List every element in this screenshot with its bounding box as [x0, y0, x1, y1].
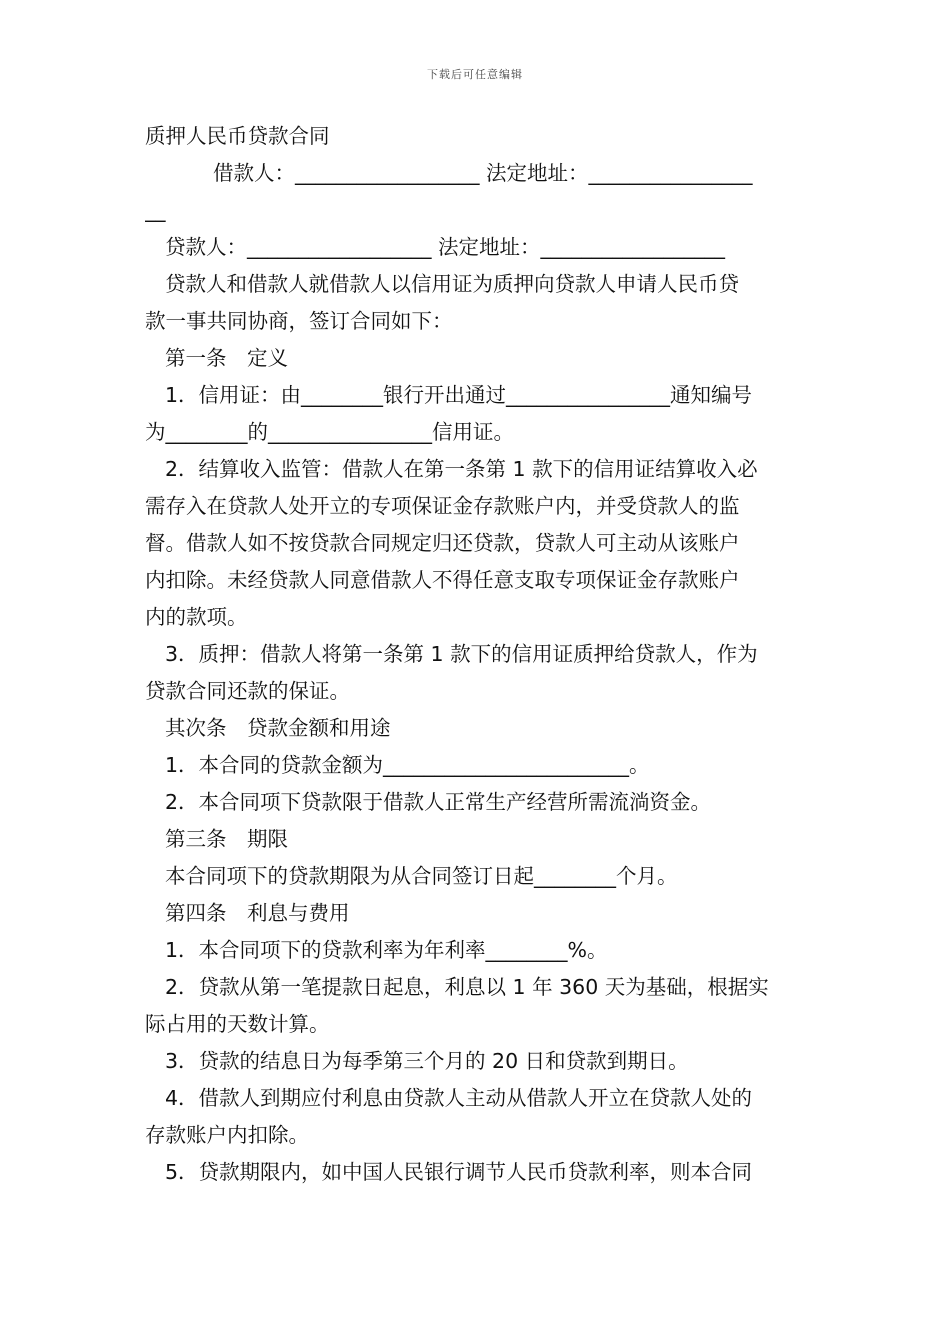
clause-line: 3．贷款的结息日为每季第三个月的 20 日和贷款到期日。 — [165, 1049, 689, 1073]
lender-line: 贷款人：__________________ 法定地址：__________________ — [165, 235, 726, 259]
clause-line: 存款账户内扣除。 — [145, 1123, 309, 1147]
clause-line: 1．信用证：由________银行开出通过________________通知编号 — [165, 383, 753, 407]
borrower-line: 借款人：__________________ 法定地址：________________ — [213, 161, 753, 185]
clause-line: 贷款合同还款的保证。 — [145, 679, 350, 703]
clause-line: 2．贷款从第一笔提款日起息，利息以 1 年 360 天为基础，根据实 — [165, 975, 769, 999]
clause-line: 3．质押：借款人将第一条第 1 款下的信用证质押给贷款人，作为 — [165, 642, 758, 666]
article-heading: 第三条 期限 — [165, 827, 288, 851]
clause-line: 2．结算收入监管：借款人在第一条第 1 款下的信用证结算收入必 — [165, 457, 758, 481]
header-note: 下载后可任意编辑 — [427, 68, 523, 81]
clause-line: 为________的________________信用证。 — [145, 420, 514, 444]
clause-line: 4．借款人到期应付利息由贷款人主动从借款人开立在贷款人处的 — [165, 1086, 753, 1110]
preamble-line: 款一事共同协商，签订合同如下： — [145, 309, 453, 333]
clause-line: 内扣除。未经贷款人同意借款人不得任意支取专项保证金存款账户 — [145, 568, 740, 592]
clause-line: 需存入在贷款人处开立的专项保证金存款账户内，并受贷款人的监 — [145, 494, 740, 518]
contract-document — [145, 118, 810, 1191]
document-title: 质押人民币贷款合同 — [145, 124, 330, 148]
clause-line: 内的款项。 — [145, 605, 248, 629]
clause-line: 1．本合同项下的贷款利率为年利率________%。 — [165, 938, 608, 962]
clause-line: 5．贷款期限内，如中国人民银行调节人民币贷款利率，则本合同 — [165, 1160, 753, 1184]
article-heading: 第四条 利息与费用 — [165, 901, 350, 925]
clause-line: 际占用的天数计算。 — [145, 1012, 330, 1036]
clause-line: 本合同项下的贷款期限为从合同签订日起________个月。 — [165, 864, 678, 888]
clause-line: 2．本合同项下贷款限于借款人正常生产经营所需流淌资金。 — [165, 790, 712, 814]
borrower-line-wrap: __ — [145, 198, 166, 222]
preamble-line: 贷款人和借款人就借款人以信用证为质押向贷款人申请人民币贷 — [165, 272, 739, 296]
article-heading: 第一条 定义 — [165, 346, 288, 370]
clause-line: 督。借款人如不按贷款合同规定归还贷款，贷款人可主动从该账户 — [145, 531, 740, 555]
article-heading: 其次条 贷款金额和用途 — [165, 716, 391, 740]
clause-line: 1．本合同的贷款金额为________________________。 — [165, 753, 650, 777]
